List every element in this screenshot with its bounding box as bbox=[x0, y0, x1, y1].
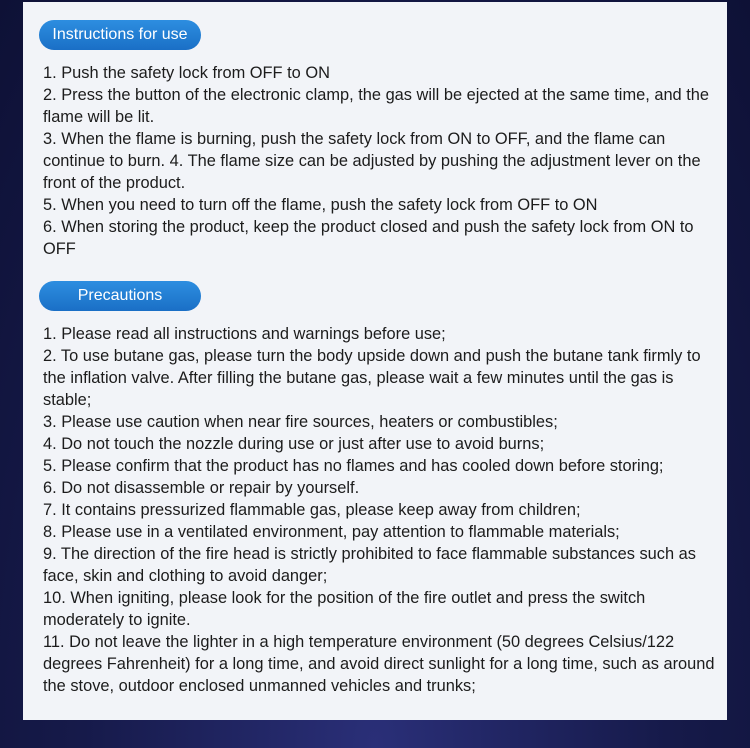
instructions-heading: Instructions for use bbox=[39, 20, 201, 50]
precaution-item: 5. Please confirm that the product has no flames and has cooled down before storing; bbox=[43, 457, 664, 475]
precaution-item: 8. Please use in a ventilated environment, pay attention to flammable materials; bbox=[43, 523, 620, 541]
precaution-item: 9. The direction of the fire head is strictly prohibited to face flammable substances such as face, skin and clothing to avoid danger; bbox=[43, 545, 696, 585]
precaution-item: 10. When igniting, please look for the position of the fire outlet and press the switch moderately to ignite. bbox=[43, 589, 646, 629]
precaution-item: 3. Please use caution when near fire sources, heaters or combustibles; bbox=[43, 413, 558, 431]
instruction-item: 3. When the flame is burning, push the safety lock from ON to OFF, and the flame can continue to burn. 4. The flame size can be adjusted by pushing the adjustment lever on the front of the product. bbox=[43, 130, 701, 192]
precaution-item: 1. Please read all instructions and warnings before use; bbox=[43, 325, 446, 343]
instruction-item: 1. Push the safety lock from OFF to ON bbox=[43, 64, 330, 82]
instruction-item: 5. When you need to turn off the flame, push the safety lock from OFF to ON bbox=[43, 196, 598, 214]
precautions-list bbox=[43, 323, 715, 697]
precaution-item: 11. Do not leave the lighter in a high temperature environment (50 degrees Celsius/122 degrees Fahrenheit) for a long time, and avoid direct sunlight for a long time, such as around the stove, outdoor enclosed unmanned vehicles and trunks; bbox=[43, 633, 715, 695]
instruction-item: 6. When storing the product, keep the product closed and push the safety lock from ON to OFF bbox=[43, 218, 694, 258]
instruction-item: 2. Press the button of the electronic clamp, the gas will be ejected at the same time, and the flame will be lit. bbox=[43, 86, 710, 126]
precaution-item: 7. It contains pressurized flammable gas, please keep away from children; bbox=[43, 501, 581, 519]
precautions-heading: Precautions bbox=[39, 281, 201, 311]
precaution-item: 4. Do not touch the nozzle during use or just after use to avoid burns; bbox=[43, 435, 545, 453]
precaution-item: 6. Do not disassemble or repair by yourself. bbox=[43, 479, 360, 497]
instructions-list bbox=[43, 62, 715, 260]
precaution-item: 2. To use butane gas, please turn the body upside down and push the butane tank firmly to the inflation valve. After filling the butane gas, please wait a few minutes until the gas is stable; bbox=[43, 347, 701, 409]
content-card bbox=[23, 2, 727, 720]
